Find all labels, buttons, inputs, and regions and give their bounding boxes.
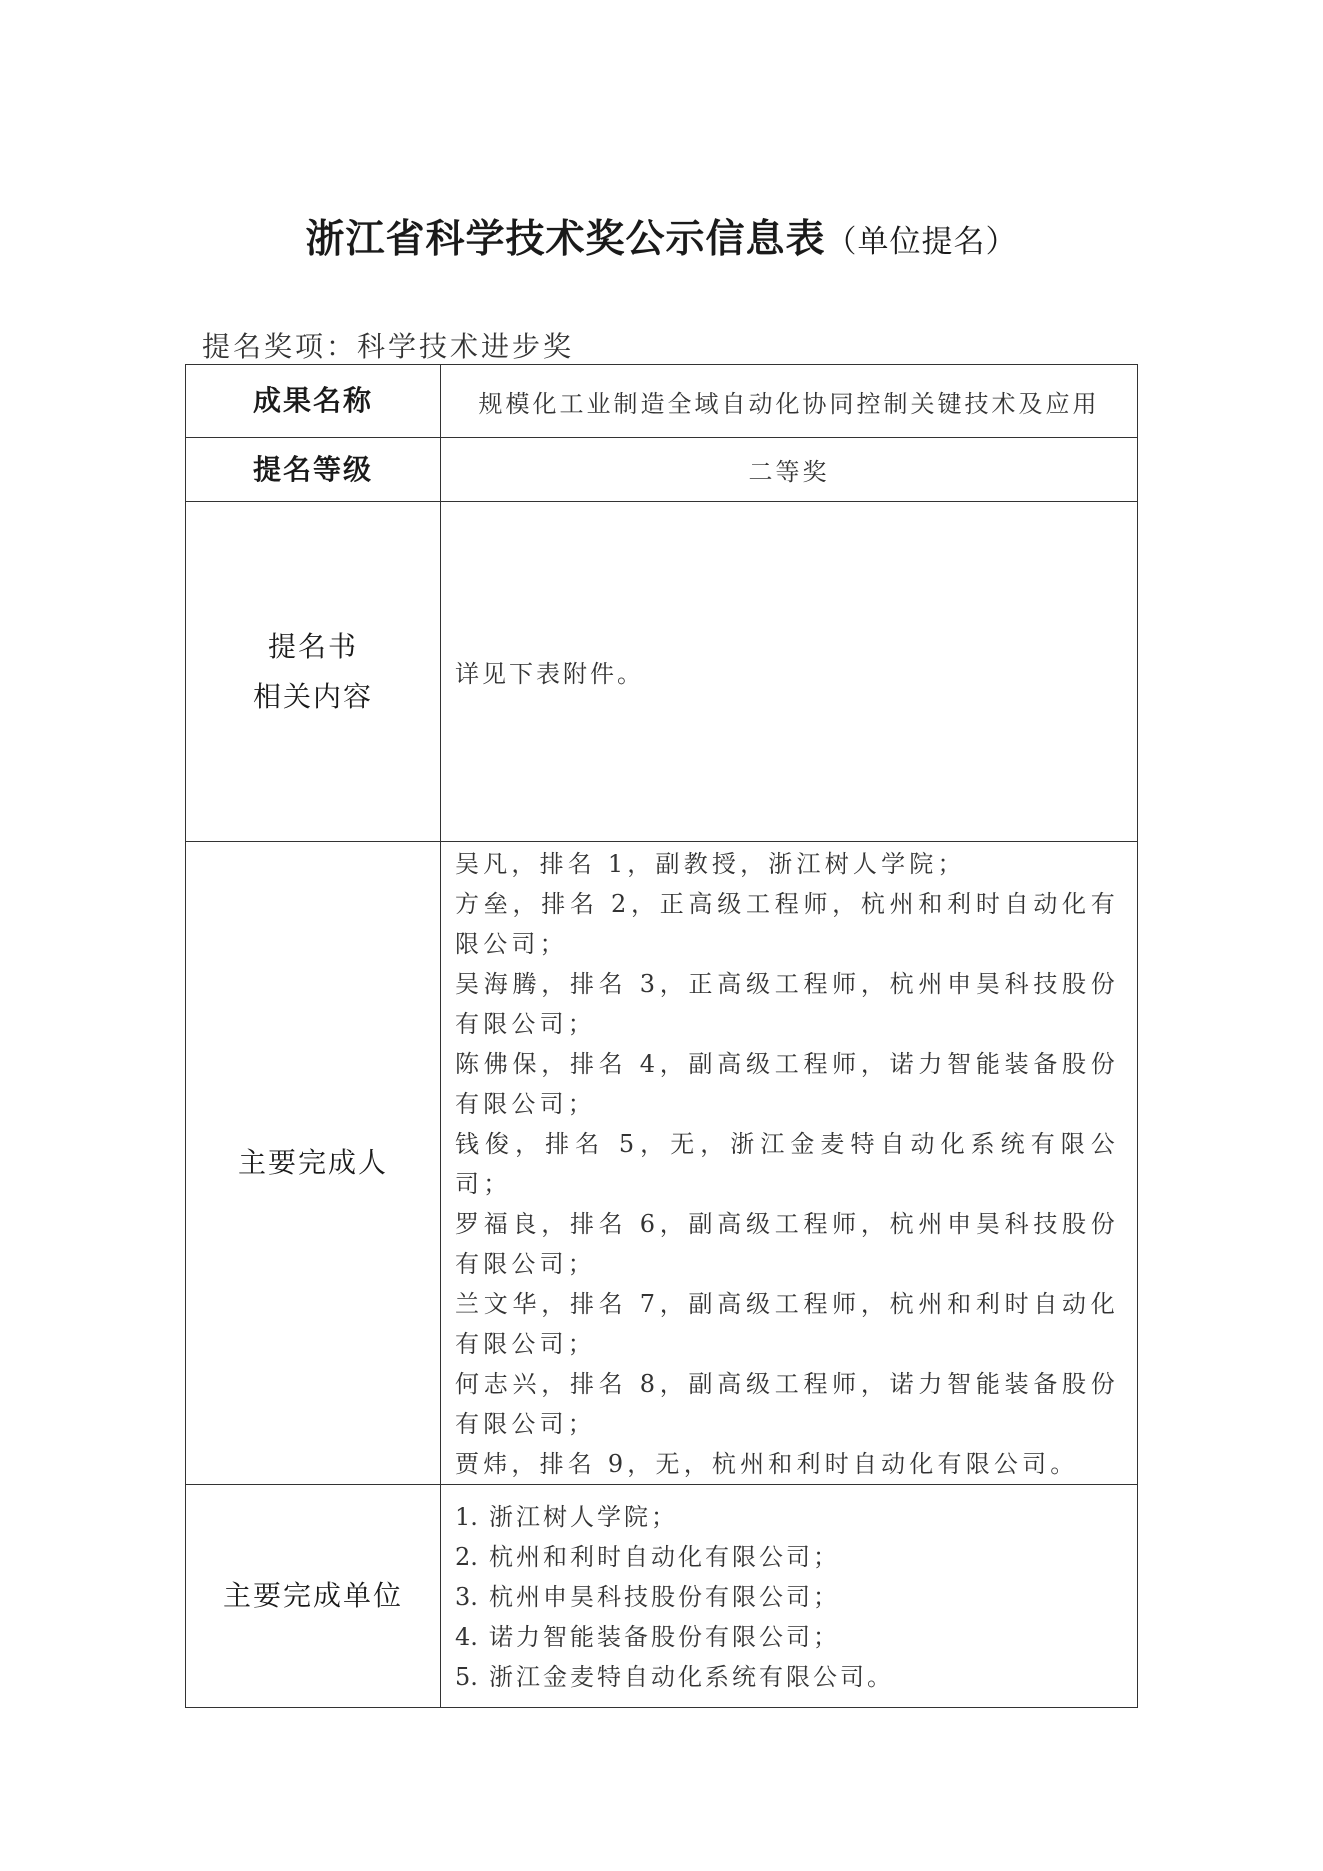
nomination-content-row — [186, 502, 1138, 842]
main-contributors-value — [441, 842, 1138, 1485]
nomination-content-text: 详见下表附件。 — [455, 660, 644, 688]
list-item: 兰文华，排名 7，副高级工程师，杭州和利时自动化有限公司； — [455, 1290, 1119, 1358]
nomination-content-label-line1: 提名书 — [267, 629, 358, 663]
list-item-text: 杭州和利时自动化有限公司； — [489, 1543, 840, 1571]
main-contributors-label: 主要完成人 — [186, 842, 441, 1485]
list-item: 陈佛保，排名 4，副高级工程师，诺力智能装备股份有限公司； — [455, 1050, 1119, 1118]
main-units-label: 主要完成单位 — [186, 1485, 441, 1708]
main-units-value — [441, 1485, 1138, 1708]
nomination-content-label-line2: 相关内容 — [252, 679, 373, 713]
list-item: 方垒，排名 2，正高级工程师，杭州和利时自动化有限公司； — [455, 890, 1119, 958]
list-item: 贾炜，排名 9，无，杭州和利时自动化有限公司。 — [455, 1450, 1079, 1478]
nomination-content-value — [441, 502, 1138, 842]
list-item-text: 诺力智能装备股份有限公司； — [489, 1623, 840, 1651]
list-item-number: 4. — [455, 1623, 478, 1651]
list-item: 何志兴，排名 8，副高级工程师，诺力智能装备股份有限公司； — [455, 1370, 1119, 1438]
list-item: 钱俊，排名 5，无，浙江金麦特自动化系统有限公司； — [455, 1130, 1119, 1198]
nomination-grade-label: 提名等级 — [186, 438, 441, 502]
result-name-value: 规模化工业制造全域自动化协同控制关键技术及应用 — [441, 365, 1138, 438]
list-item-text: 浙江金麦特自动化系统有限公司。 — [489, 1663, 894, 1691]
list-item — [455, 1657, 1123, 1697]
result-name-row — [186, 365, 1138, 438]
list-item-number: 1. — [455, 1503, 478, 1531]
list-item — [455, 1577, 1123, 1617]
document-title — [0, 208, 1323, 264]
award-item: 提名奖项：科学技术进步奖 — [202, 330, 575, 363]
list-item-number: 2. — [455, 1543, 478, 1571]
list-item-number: 3. — [455, 1583, 478, 1611]
list-item-text: 浙江树人学院； — [489, 1503, 678, 1531]
list-item: 吴凡，排名 1，副教授，浙江树人学院； — [455, 850, 966, 878]
list-item — [455, 1537, 1123, 1577]
title-main: 浙江省科学技术奖公示信息表 — [305, 217, 826, 262]
main-contributors-row — [186, 842, 1138, 1485]
nomination-content-label — [186, 502, 441, 842]
title-suffix: （单位提名） — [825, 224, 1018, 260]
info-table — [185, 364, 1138, 1708]
nomination-grade-value: 二等奖 — [441, 438, 1138, 502]
list-item: 吴海腾，排名 3，正高级工程师，杭州申昊科技股份有限公司； — [455, 970, 1119, 1038]
main-units-row — [186, 1485, 1138, 1708]
units-list — [441, 1495, 1137, 1697]
contributors-list — [441, 842, 1137, 1484]
list-item — [455, 1617, 1123, 1657]
list-item: 罗福良，排名 6，副高级工程师，杭州申昊科技股份有限公司； — [455, 1210, 1119, 1278]
nomination-grade-row — [186, 438, 1138, 502]
list-item — [455, 1497, 1123, 1537]
list-item-text: 杭州申昊科技股份有限公司； — [489, 1583, 840, 1611]
list-item-number: 5. — [455, 1663, 478, 1691]
result-name-label: 成果名称 — [186, 365, 441, 438]
